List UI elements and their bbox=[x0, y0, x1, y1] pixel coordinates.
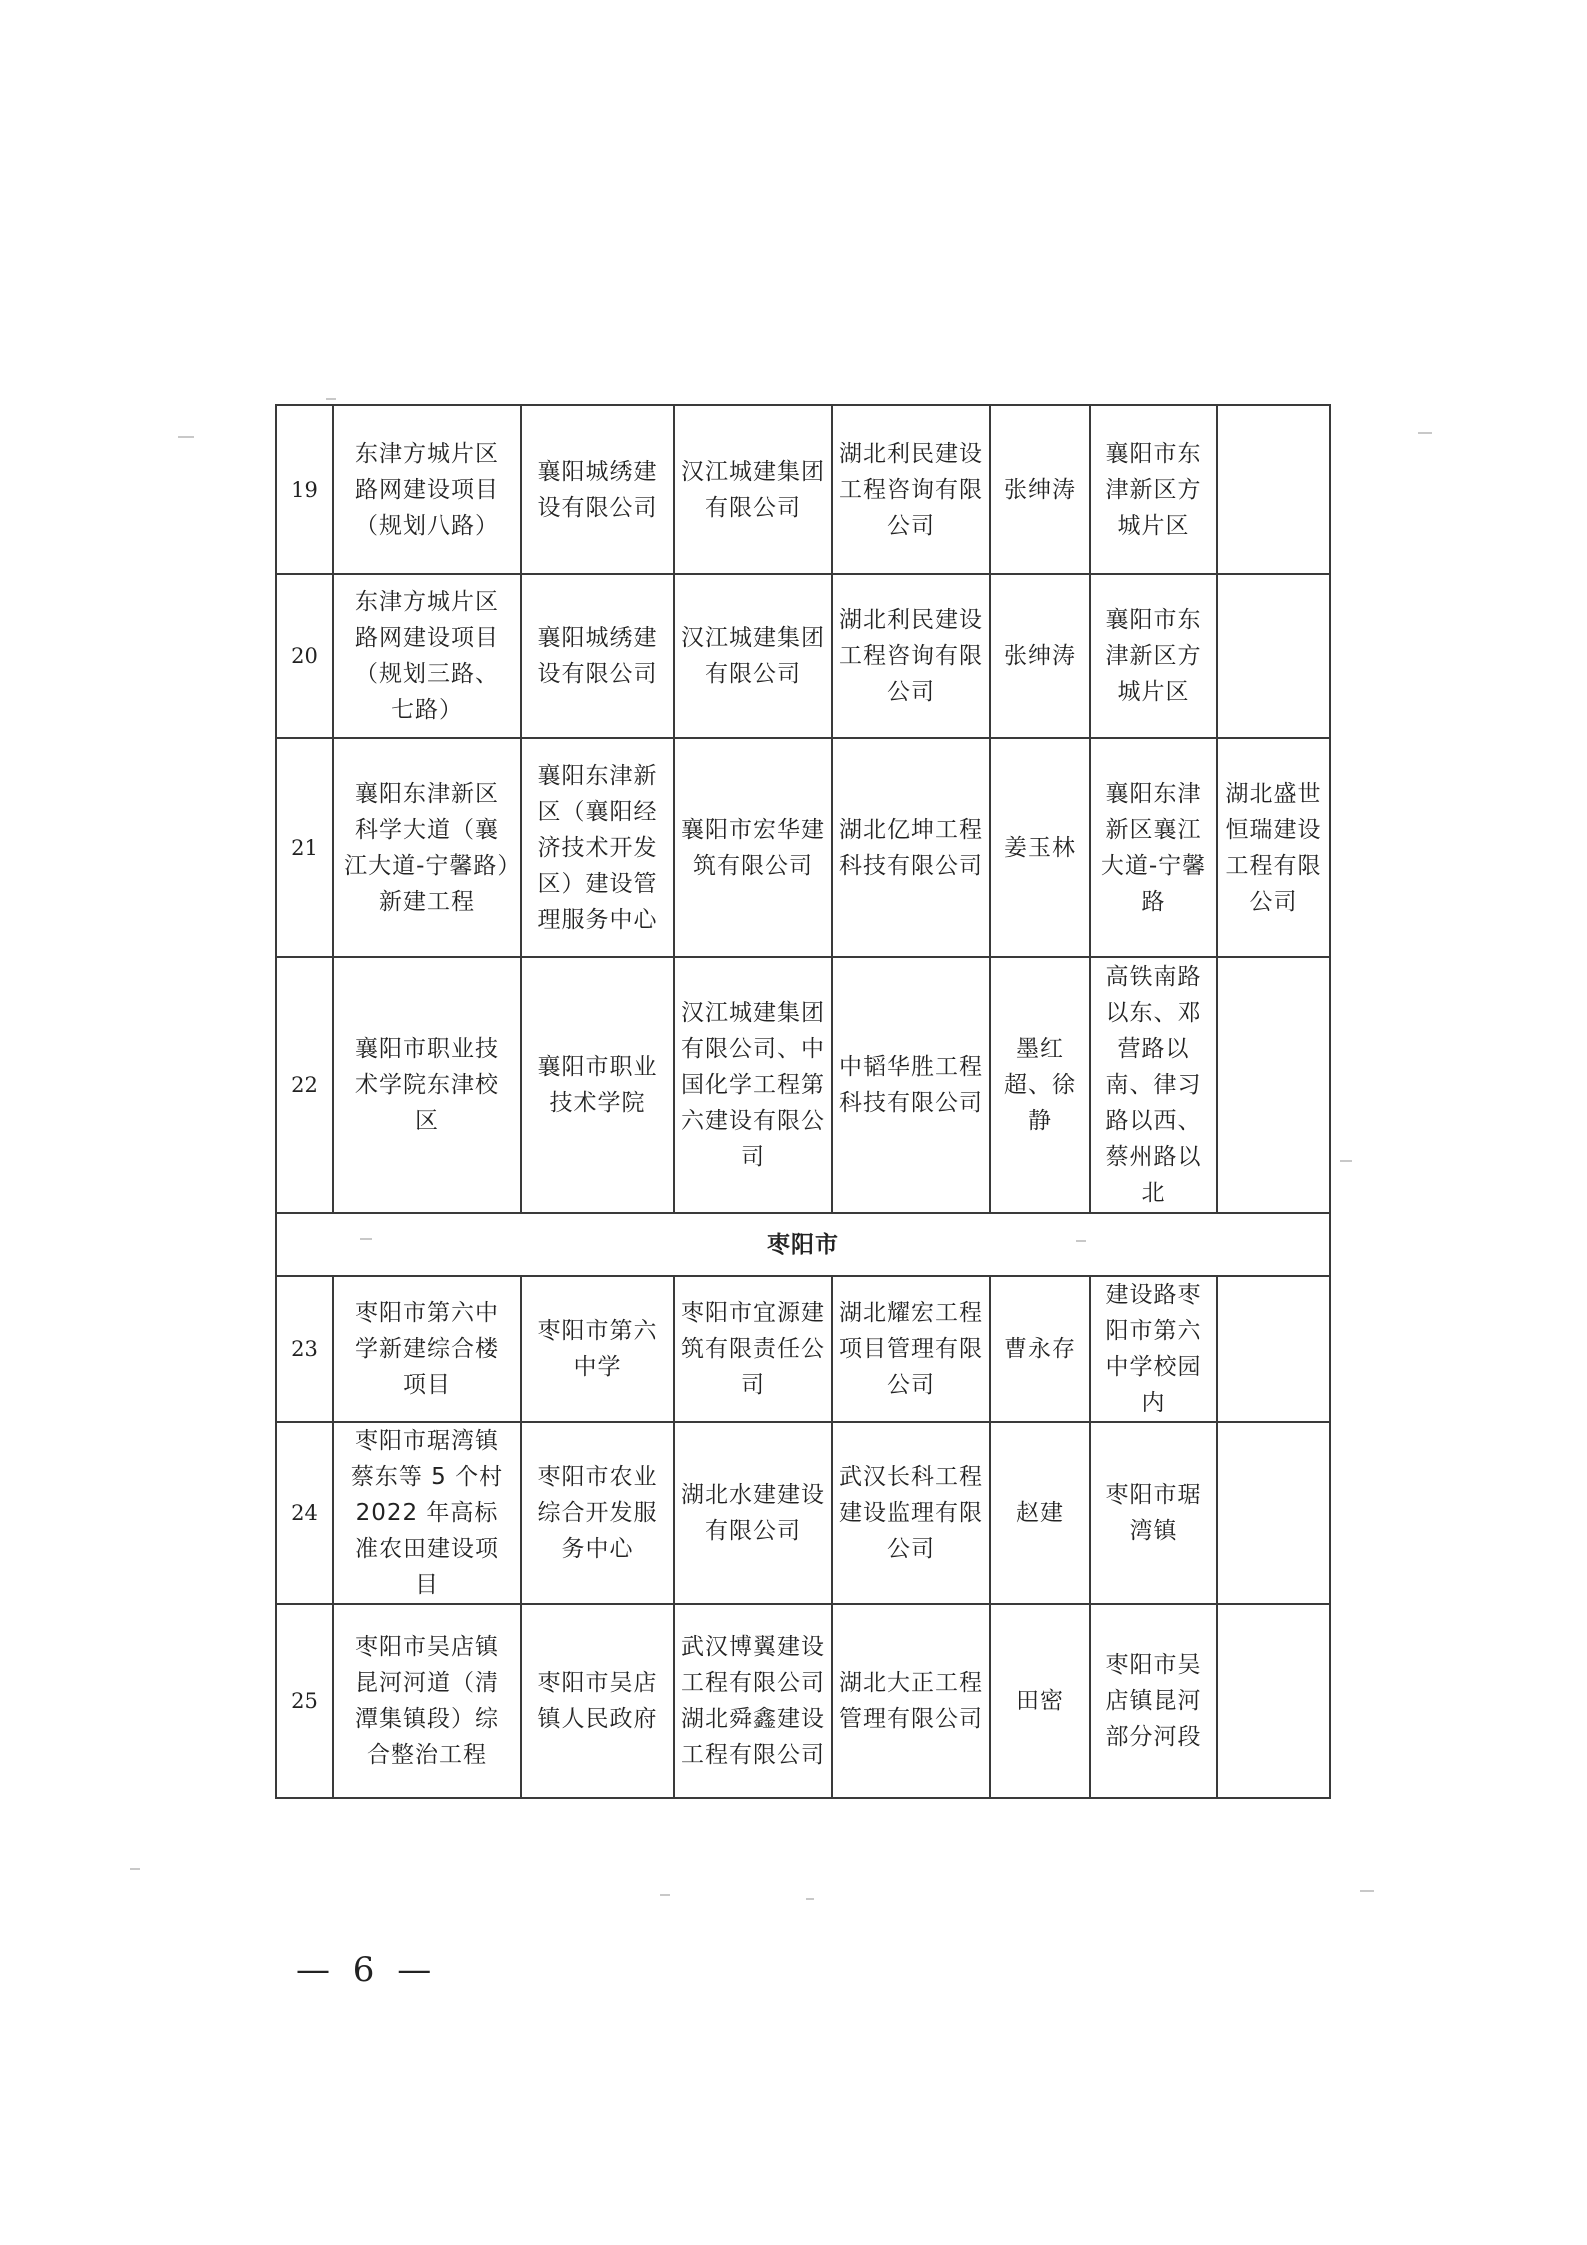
scan-mark bbox=[178, 436, 194, 438]
project-location: 襄阳东津新区襄江大道-宁馨路 bbox=[1090, 738, 1217, 957]
project-location: 高铁南路以东、邓营路以南、律习路以西、蔡州路以北 bbox=[1090, 957, 1217, 1213]
section-row bbox=[276, 1213, 1330, 1276]
project-manager: 曹永存 bbox=[990, 1276, 1090, 1422]
supervisor-unit: 湖北利民建设工程咨询有限公司 bbox=[832, 574, 990, 738]
contractor-unit: 枣阳市宜源建筑有限责任公司 bbox=[674, 1276, 832, 1422]
row-number: 24 bbox=[276, 1422, 333, 1604]
contractor-unit: 汉江城建集团有限公司 bbox=[674, 405, 832, 574]
owner-unit: 枣阳市第六中学 bbox=[521, 1276, 674, 1422]
supervisor-unit: 湖北大正工程管理有限公司 bbox=[832, 1604, 990, 1798]
project-table bbox=[275, 404, 1331, 1799]
scan-mark bbox=[1418, 432, 1432, 434]
row-number: 23 bbox=[276, 1276, 333, 1422]
project-location: 枣阳市吴店镇昆河部分河段 bbox=[1090, 1604, 1217, 1798]
owner-unit: 枣阳市农业综合开发服务中心 bbox=[521, 1422, 674, 1604]
project-manager: 田密 bbox=[990, 1604, 1090, 1798]
contractor-unit: 汉江城建集团有限公司 bbox=[674, 574, 832, 738]
table-row bbox=[276, 1604, 1330, 1798]
scan-mark bbox=[1360, 1890, 1374, 1892]
other-unit bbox=[1217, 1604, 1330, 1798]
owner-unit: 襄阳市职业技术学院 bbox=[521, 957, 674, 1213]
other-unit bbox=[1217, 957, 1330, 1213]
table-row bbox=[276, 738, 1330, 957]
table-row bbox=[276, 574, 1330, 738]
supervisor-unit: 湖北利民建设工程咨询有限公司 bbox=[832, 405, 990, 574]
contractor-unit: 襄阳市宏华建筑有限公司 bbox=[674, 738, 832, 957]
project-location: 襄阳市东津新区方城片区 bbox=[1090, 405, 1217, 574]
contractor-unit: 汉江城建集团有限公司、中国化学工程第六建设有限公司 bbox=[674, 957, 832, 1213]
row-number: 21 bbox=[276, 738, 333, 957]
scan-mark bbox=[660, 1894, 670, 1896]
project-name: 东津方城片区路网建设项目（规划八路） bbox=[333, 405, 521, 574]
other-unit bbox=[1217, 574, 1330, 738]
project-manager: 姜玉林 bbox=[990, 738, 1090, 957]
project-manager: 赵建 bbox=[990, 1422, 1090, 1604]
project-location: 建设路枣阳市第六中学校园内 bbox=[1090, 1276, 1217, 1422]
project-name: 东津方城片区路网建设项目（规划三路、七路） bbox=[333, 574, 521, 738]
project-name: 枣阳市第六中学新建综合楼项目 bbox=[333, 1276, 521, 1422]
project-name: 襄阳市职业技术学院东津校区 bbox=[333, 957, 521, 1213]
supervisor-unit: 武汉长科工程建设监理有限公司 bbox=[832, 1422, 990, 1604]
scan-mark bbox=[130, 1868, 140, 1870]
table-row bbox=[276, 405, 1330, 574]
other-unit: 湖北盛世恒瑞建设工程有限公司 bbox=[1217, 738, 1330, 957]
section-header-zaoyang: 枣阳市 bbox=[276, 1213, 1330, 1276]
other-unit bbox=[1217, 405, 1330, 574]
table-row bbox=[276, 1422, 1330, 1604]
row-number: 22 bbox=[276, 957, 333, 1213]
page-number: — 6 — bbox=[296, 1950, 438, 1990]
table-row bbox=[276, 957, 1330, 1213]
project-location: 襄阳市东津新区方城片区 bbox=[1090, 574, 1217, 738]
project-manager: 张绅涛 bbox=[990, 574, 1090, 738]
owner-unit: 枣阳市吴店镇人民政府 bbox=[521, 1604, 674, 1798]
row-number: 19 bbox=[276, 405, 333, 574]
contractor-unit: 湖北水建建设有限公司 bbox=[674, 1422, 832, 1604]
scan-mark bbox=[806, 1898, 814, 1900]
supervisor-unit: 湖北亿坤工程科技有限公司 bbox=[832, 738, 990, 957]
supervisor-unit: 中韬华胜工程科技有限公司 bbox=[832, 957, 990, 1213]
project-manager: 张绅涛 bbox=[990, 405, 1090, 574]
owner-unit: 襄阳城绣建设有限公司 bbox=[521, 405, 674, 574]
owner-unit: 襄阳城绣建设有限公司 bbox=[521, 574, 674, 738]
project-name: 枣阳市吴店镇昆河河道（清潭集镇段）综合整治工程 bbox=[333, 1604, 521, 1798]
other-unit bbox=[1217, 1276, 1330, 1422]
project-name: 襄阳东津新区科学大道（襄江大道-宁馨路）新建工程 bbox=[333, 738, 521, 957]
project-manager: 墨红超、徐静 bbox=[990, 957, 1090, 1213]
other-unit bbox=[1217, 1422, 1330, 1604]
row-number: 20 bbox=[276, 574, 333, 738]
project-location: 枣阳市琚湾镇 bbox=[1090, 1422, 1217, 1604]
project-name: 枣阳市琚湾镇蔡东等 5 个村 2022 年高标准农田建设项目 bbox=[333, 1422, 521, 1604]
scan-mark bbox=[1340, 1160, 1352, 1162]
owner-unit: 襄阳东津新区（襄阳经济技术开发区）建设管理服务中心 bbox=[521, 738, 674, 957]
contractor-unit: 武汉博翼建设工程有限公司 湖北舜鑫建设工程有限公司 bbox=[674, 1604, 832, 1798]
table-row bbox=[276, 1276, 1330, 1422]
row-number: 25 bbox=[276, 1604, 333, 1798]
supervisor-unit: 湖北耀宏工程项目管理有限公司 bbox=[832, 1276, 990, 1422]
scan-mark bbox=[326, 398, 336, 400]
